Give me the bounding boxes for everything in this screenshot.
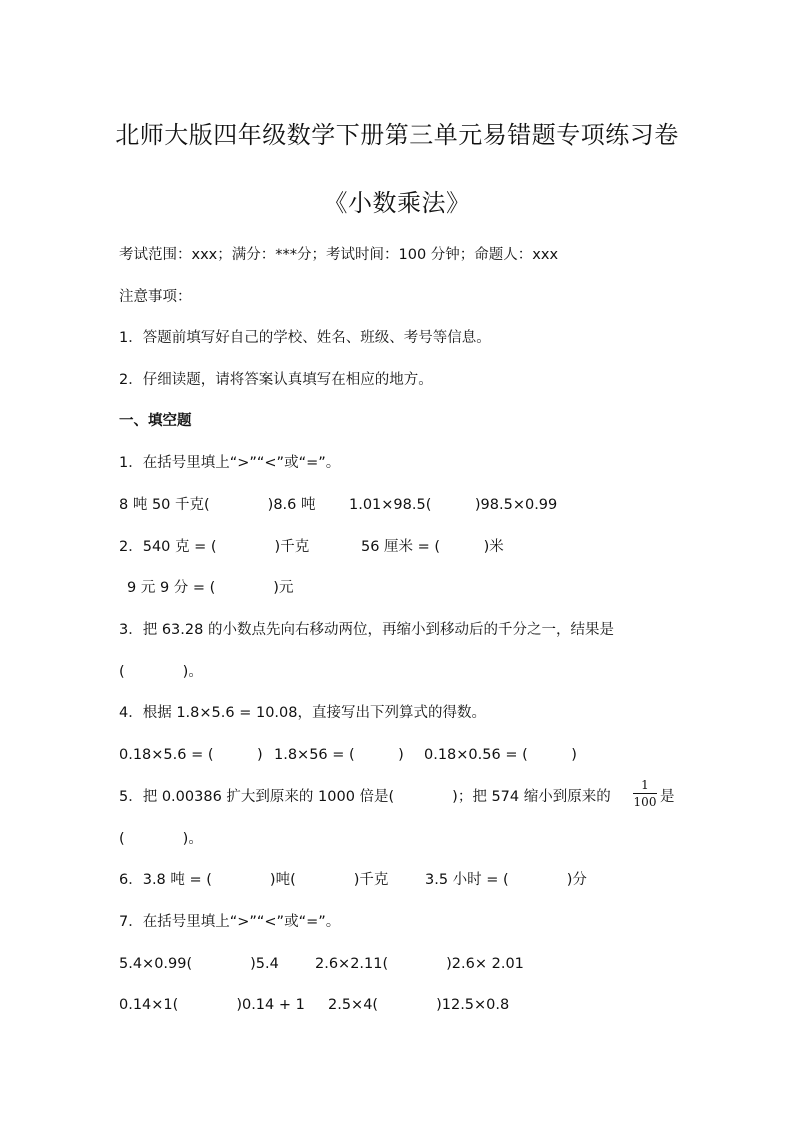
- page-subtitle: 《小数乘法》: [323, 189, 471, 217]
- question-3-prompt: 3．把 63.28 的小数点先向右移动两位，再缩小到移动后的千分之一，结果是: [119, 622, 614, 638]
- question-4-c: 0.18×0.56 = ( ): [424, 747, 577, 763]
- question-5-prompt-b: 是: [660, 789, 675, 805]
- fraction-numerator: 1: [641, 778, 649, 792]
- question-7-d: 2.5×4( )12.5×0.8: [328, 997, 510, 1013]
- fraction: [633, 778, 657, 809]
- question-2-a: 2．540 克 = ( )千克: [119, 539, 310, 555]
- question-7-c: 0.14×1( )0.14 + 1: [119, 997, 305, 1013]
- exam-info: 考试范围：xxx；满分：***分；考试时间：100 分钟；命题人：xxx: [119, 247, 559, 263]
- fraction-denominator: 100: [633, 795, 657, 809]
- question-7-a: 5.4×0.99( )5.4: [119, 956, 279, 972]
- question-3-blank: ( )。: [119, 664, 203, 680]
- question-5-blank: ( )。: [119, 831, 203, 847]
- question-5-prompt-a: 5．把 0.00386 扩大到原来的 1000 倍是( )；把 574 缩小到原来的: [119, 789, 611, 805]
- question-4-prompt: 4．根据 1.8×5.6 = 10.08，直接写出下列算式的得数。: [119, 705, 486, 721]
- question-2-b: 56 厘米 = ( )米: [361, 539, 504, 555]
- fraction-bar: [633, 793, 657, 794]
- question-1-a: 8 吨 50 千克( )8.6 吨: [119, 497, 316, 513]
- question-7-b: 2.6×2.11( )2.6× 2.01: [315, 956, 524, 972]
- question-1-prompt: 1．在括号里填上“>”“<”或“=”。: [119, 455, 341, 471]
- notice-heading: 注意事项：: [119, 289, 192, 305]
- notice-item-2: 2．仔细读题，请将答案认真填写在相应的地方。: [119, 372, 433, 388]
- question-7-prompt: 7．在括号里填上“>”“<”或“=”。: [119, 914, 341, 930]
- notice-item-1: 1．答题前填写好自己的学校、姓名、班级、考号等信息。: [119, 330, 491, 346]
- page-title: 北师大版四年级数学下册第三单元易错题专项练习卷: [115, 121, 679, 149]
- question-1-b: 1.01×98.5( )98.5×0.99: [349, 497, 558, 513]
- question-4-a: 0.18×5.6 = ( ): [119, 747, 263, 763]
- section-heading: 一、填空题: [119, 413, 192, 429]
- question-6-a: 6．3.8 吨 = ( )吨( )千克: [119, 872, 389, 888]
- question-4-b: 1.8×56 = ( ): [274, 747, 404, 763]
- question-6-b: 3.5 小时 = ( )分: [425, 872, 587, 888]
- question-2-c: 9 元 9 分 = ( )元: [127, 580, 294, 596]
